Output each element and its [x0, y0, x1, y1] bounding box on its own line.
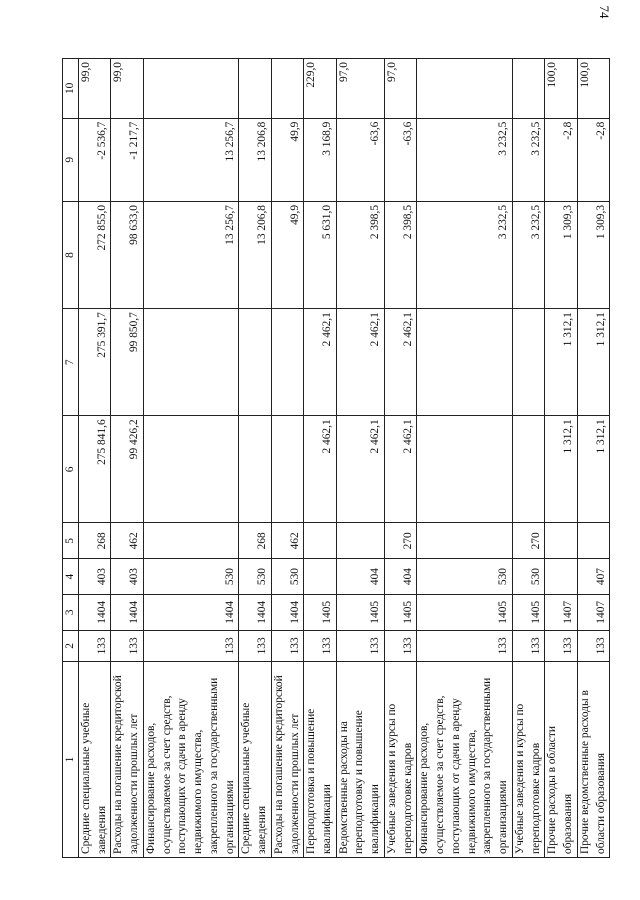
row-name-cell: Расходы на погашение кредиторской задолженности прошлых лет: [111, 662, 143, 858]
row-value-cell: [271, 309, 303, 416]
row-name-cell: Средние специальные учебные заведения: [79, 662, 111, 858]
row-value-cell: 2 462,1: [336, 309, 384, 416]
row-code-cell: 133: [336, 630, 384, 661]
row-code-cell: 133: [512, 630, 544, 661]
row-section-cell: 1405: [384, 594, 416, 630]
row-code-cell: 133: [545, 630, 577, 661]
row-type-cell: [143, 523, 238, 559]
row-value-cell: 2 462,1: [304, 309, 336, 416]
row-value-cell: [143, 416, 238, 523]
row-name-cell: Ведомственные расходы на переподготовку и повышение квалификации: [336, 662, 384, 858]
table-row: [336, 59, 384, 858]
row-value-cell: 1 312,1: [577, 309, 609, 416]
row-section-cell: 1405: [304, 594, 336, 630]
row-value-cell: 5 631,0: [304, 201, 336, 308]
row-code-cell: 133: [239, 630, 271, 661]
row-code-cell: 133: [577, 630, 609, 661]
row-name-cell: Учебные заведения и курсы по переподготовке кадров: [384, 662, 416, 858]
row-value-cell: 13 206,8: [239, 201, 271, 308]
row-value-cell: 1 312,1: [577, 416, 609, 523]
row-value-cell: [417, 309, 512, 416]
row-value-cell: 1 312,1: [545, 309, 577, 416]
row-percent-cell: 229,0: [304, 59, 336, 119]
row-code-cell: 133: [417, 630, 512, 661]
row-section-cell: 1404: [111, 594, 143, 630]
row-deviation-cell: -2 536,7: [79, 118, 111, 201]
row-target-cell: 404: [336, 559, 384, 595]
table-row: [384, 59, 416, 858]
row-type-cell: [336, 523, 384, 559]
row-value-cell: [512, 416, 544, 523]
table-row: [239, 59, 271, 858]
header-cell: 10: [63, 59, 79, 119]
row-value-cell: 2 398,5: [384, 201, 416, 308]
row-deviation-cell: -63,6: [336, 118, 384, 201]
table-row: [545, 59, 577, 858]
row-value-cell: 13 256,7: [143, 201, 238, 308]
row-section-cell: 1405: [512, 594, 544, 630]
row-value-cell: 2 462,1: [304, 416, 336, 523]
row-value-cell: 99 850,7: [111, 309, 143, 416]
header-cell: 8: [63, 201, 79, 308]
table-header-row: [63, 59, 79, 858]
row-type-cell: 268: [239, 523, 271, 559]
row-percent-cell: 97,0: [336, 59, 384, 119]
table-row: [577, 59, 609, 858]
rotated-table-sheet: [62, 58, 638, 858]
row-type-cell: [304, 523, 336, 559]
row-percent-cell: 99,0: [111, 59, 143, 119]
row-type-cell: [545, 523, 577, 559]
row-target-cell: 530: [143, 559, 238, 595]
row-deviation-cell: 3 232,5: [512, 118, 544, 201]
row-percent-cell: 97,0: [384, 59, 416, 119]
row-target-cell: 407: [577, 559, 609, 595]
row-type-cell: [417, 523, 512, 559]
row-deviation-cell: 3 232,5: [417, 118, 512, 201]
row-target-cell: 403: [111, 559, 143, 595]
row-percent-cell: 100,0: [545, 59, 577, 119]
row-percent-cell: 100,0: [577, 59, 609, 119]
row-section-cell: 1404: [271, 594, 303, 630]
row-value-cell: 275 841,6: [79, 416, 111, 523]
row-value-cell: [239, 309, 271, 416]
row-value-cell: 2 462,1: [384, 309, 416, 416]
row-value-cell: 49,9: [271, 201, 303, 308]
row-deviation-cell: -2,8: [545, 118, 577, 201]
row-deviation-cell: 49,9: [271, 118, 303, 201]
header-cell: 2: [63, 630, 79, 661]
row-name-cell: Финансирование расходов, осуществляемое за счет средств, поступающих от сдачи в аренду недвижимого имущества, закрепленного за государственными организациями: [143, 662, 238, 858]
row-section-cell: 1405: [417, 594, 512, 630]
row-value-cell: 2 462,1: [384, 416, 416, 523]
row-percent-cell: 99,0: [79, 59, 111, 119]
row-value-cell: 2 462,1: [336, 416, 384, 523]
row-deviation-cell: 13 256,7: [143, 118, 238, 201]
budget-table: [62, 58, 610, 858]
row-percent-cell: [512, 59, 544, 119]
row-code-cell: 133: [304, 630, 336, 661]
row-percent-cell: [271, 59, 303, 119]
table-body: [79, 59, 610, 858]
row-percent-cell: [417, 59, 512, 119]
row-code-cell: 133: [143, 630, 238, 661]
row-section-cell: 1404: [143, 594, 238, 630]
row-deviation-cell: -1 217,7: [111, 118, 143, 201]
row-type-cell: [577, 523, 609, 559]
table-row: [512, 59, 544, 858]
row-code-cell: 133: [384, 630, 416, 661]
row-percent-cell: [143, 59, 238, 119]
row-value-cell: 272 855,0: [79, 201, 111, 308]
row-name-cell: Расходы на погашение кредиторской задолженности прошлых лет: [271, 662, 303, 858]
row-target-cell: 530: [512, 559, 544, 595]
row-section-cell: 1407: [545, 594, 577, 630]
row-value-cell: 3 232,5: [417, 201, 512, 308]
header-cell: 7: [63, 309, 79, 416]
row-value-cell: [239, 416, 271, 523]
row-name-cell: Прочие ведомственные расходы в области образования: [577, 662, 609, 858]
row-deviation-cell: -2,8: [577, 118, 609, 201]
page-number: 74: [597, 5, 612, 19]
row-percent-cell: [239, 59, 271, 119]
row-section-cell: 1405: [336, 594, 384, 630]
row-type-cell: 462: [271, 523, 303, 559]
row-value-cell: 98 633,0: [111, 201, 143, 308]
row-target-cell: [545, 559, 577, 595]
row-value-cell: 1 312,1: [545, 416, 577, 523]
row-value-cell: [417, 416, 512, 523]
row-value-cell: [512, 309, 544, 416]
row-name-cell: Учебные заведения и курсы по переподготовке кадров: [512, 662, 544, 858]
row-target-cell: 530: [271, 559, 303, 595]
table-row: [417, 59, 512, 858]
row-section-cell: 1404: [239, 594, 271, 630]
header-cell: 1: [63, 662, 79, 858]
row-value-cell: 1 309,3: [577, 201, 609, 308]
header-cell: 5: [63, 523, 79, 559]
row-type-cell: 270: [512, 523, 544, 559]
row-value-cell: 99 426,2: [111, 416, 143, 523]
row-value-cell: [271, 416, 303, 523]
row-name-cell: Прочие расходы в области образования: [545, 662, 577, 858]
row-value-cell: 1 309,3: [545, 201, 577, 308]
row-name-cell: Средние специальные учебные заведения: [239, 662, 271, 858]
table-row: [111, 59, 143, 858]
table-row: [79, 59, 111, 858]
row-value-cell: 275 391,7: [79, 309, 111, 416]
row-code-cell: 133: [79, 630, 111, 661]
header-cell: 4: [63, 559, 79, 595]
table-row: [304, 59, 336, 858]
table-row: [143, 59, 238, 858]
row-target-cell: 403: [79, 559, 111, 595]
row-code-cell: 133: [271, 630, 303, 661]
row-section-cell: 1404: [79, 594, 111, 630]
table-row: [271, 59, 303, 858]
row-type-cell: 270: [384, 523, 416, 559]
row-type-cell: 462: [111, 523, 143, 559]
row-deviation-cell: -63,6: [384, 118, 416, 201]
row-target-cell: 530: [239, 559, 271, 595]
row-value-cell: 2 398,5: [336, 201, 384, 308]
row-deviation-cell: 3 168,9: [304, 118, 336, 201]
row-code-cell: 133: [111, 630, 143, 661]
row-name-cell: Финансирование расходов, осуществляемое за счет средств, поступающих от сдачи в аренду недвижимого имущества, закрепленного за государственными организациями: [417, 662, 512, 858]
row-name-cell: Переподготовка и повышение квалификации: [304, 662, 336, 858]
row-value-cell: [143, 309, 238, 416]
row-target-cell: 530: [417, 559, 512, 595]
header-cell: 3: [63, 594, 79, 630]
row-section-cell: 1407: [577, 594, 609, 630]
row-target-cell: 404: [384, 559, 416, 595]
row-target-cell: [304, 559, 336, 595]
row-type-cell: 268: [79, 523, 111, 559]
row-deviation-cell: 13 206,8: [239, 118, 271, 201]
header-cell: 9: [63, 118, 79, 201]
header-cell: 6: [63, 416, 79, 523]
row-value-cell: 3 232,5: [512, 201, 544, 308]
